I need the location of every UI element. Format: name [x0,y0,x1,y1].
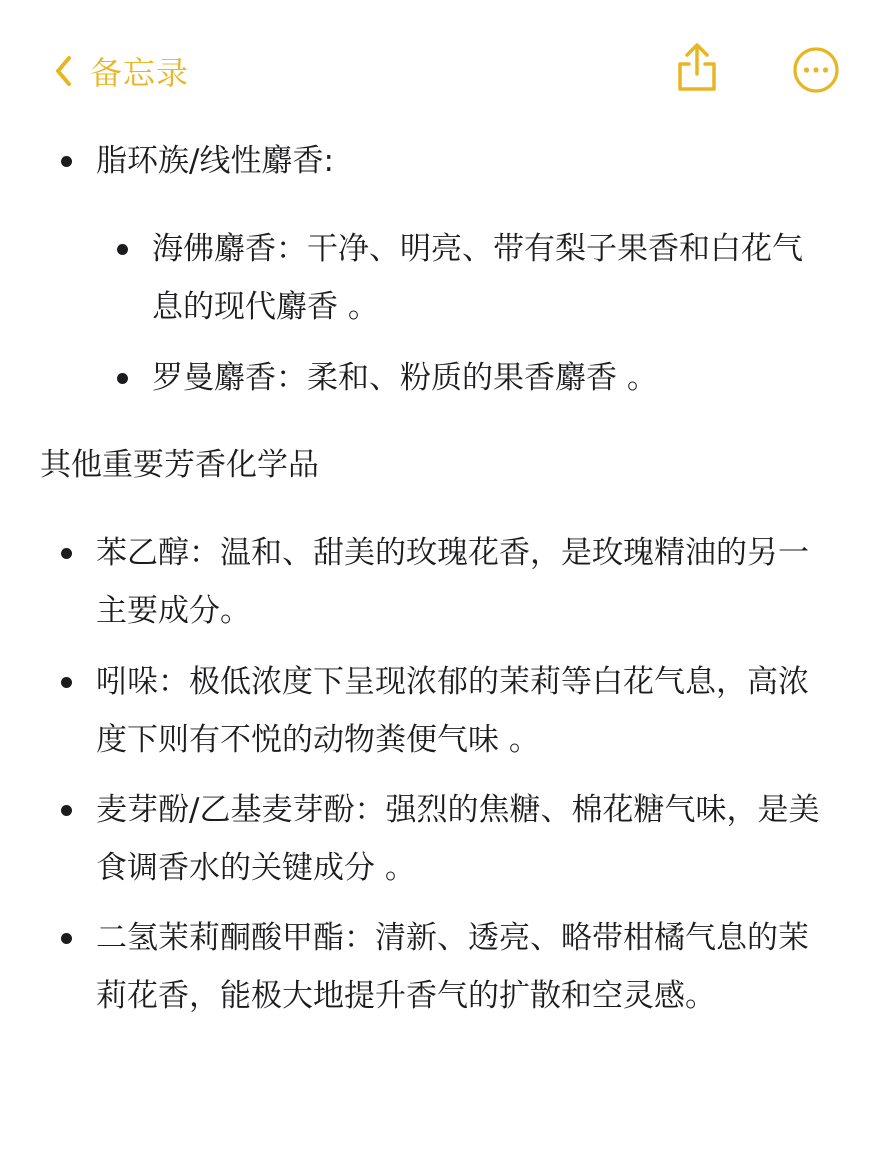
bullet-dot [61,156,72,167]
share-button[interactable] [674,42,720,94]
bullet-dot [61,548,72,559]
bullet-dot [117,373,128,384]
bullet-dot [61,933,72,944]
list-item-line: 罗曼麝香：柔和、粉质的果香麝香 。 [152,360,658,396]
bullet-dot [117,244,128,255]
section-title: 其他重要芳香化学品 [40,447,319,483]
list-item-line: 莉花香，能极大地提升香气的扩散和空灵感。 [96,978,716,1014]
more-button[interactable] [792,46,840,94]
more-icon [792,46,840,94]
list-item-line: 二氢茉莉酮酸甲酯：清新、透亮、略带柑橘气息的茉 [96,920,809,956]
bullet-dot [61,677,72,688]
back-label: 备忘录 [90,54,190,92]
list-item-line: 海佛麝香：干净、明亮、带有梨子果香和白花气 [152,231,803,267]
bullet-dot [61,805,72,816]
list-item-line: 吲哚：极低浓度下呈现浓郁的茉莉等白花气息，高浓 [96,664,809,700]
chevron-left-icon [52,53,74,89]
list-item-line: 麦芽酚/乙基麦芽酚：强烈的焦糖、棉花糖气味，是美 [96,792,820,828]
list-item-line: 苯乙醇：温和、甜美的玫瑰花香，是玫瑰精油的另一 [96,535,809,571]
musk-heading: 脂环族/线性麝香: [96,143,334,179]
list-item-line: 主要成分。 [96,593,251,629]
navigation-bar [0,0,880,130]
list-item-line: 食调香水的关键成分 。 [96,850,416,886]
back-button[interactable] [52,48,189,94]
share-icon [674,42,720,94]
list-item-line: 度下则有不悦的动物粪便气味 。 [96,722,540,758]
list-item-line: 息的现代麝香 。 [152,289,379,325]
